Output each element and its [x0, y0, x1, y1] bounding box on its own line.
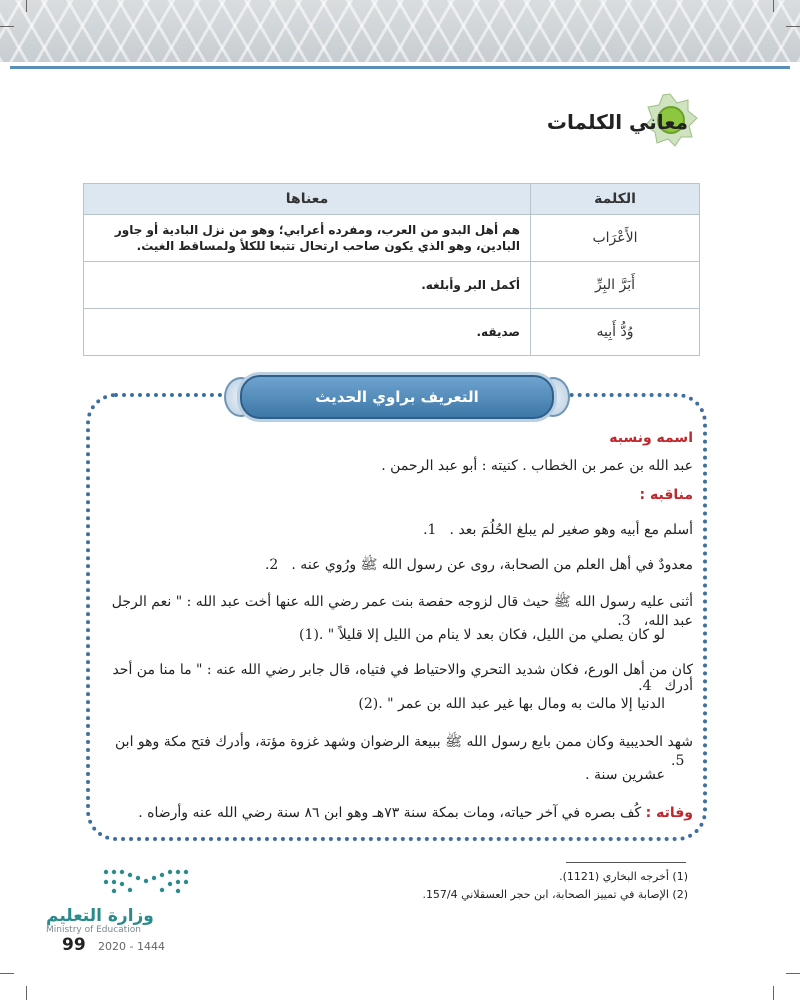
footnote: (2) الإصابة في تمييز الصحابة، ابن حجر العسقلاني 157/4. — [422, 888, 688, 901]
virtues-heading: مناقبه : — [639, 487, 693, 503]
list-item-continuation: عشرين سنة . — [585, 767, 665, 783]
death-line: وفاته : كُف بصره في آخر حياته، ومات بمكة سنة ٧٣هـ وهو ابن ٨٦ سنة رضي الله عنه وأرضاه . — [138, 805, 693, 821]
crop-mark — [786, 973, 800, 974]
meaning-cell: صديقه. — [84, 309, 531, 356]
meaning-cell: أكمل البر وأبلغه. — [84, 262, 531, 309]
table-row — [84, 309, 700, 356]
ministry-name-arabic: وزارة التعليم — [46, 906, 154, 926]
meaning-cell: هم أهل البدو من العرب، ومفرده أعرابي؛ وهو من نزل البادية أو جاور البادين، وهو الذي يكون صاحب ارتحال تتبعا للكلأ ولمساقط الغيث. — [84, 215, 531, 262]
narrator-banner: التعريف براوي الحديث — [240, 375, 554, 419]
list-item-continuation: الدنيا إلا مالت به ومال بها غير عبد الله بن عمر " .(2) — [358, 696, 665, 712]
page-number: 99 — [62, 935, 86, 955]
list-item: معدودٌ في أهل العلم من الصحابة، روى عن رسول الله ﷺ ورُوي عنه . 2. — [264, 557, 693, 573]
crop-mark — [26, 0, 27, 12]
crop-mark — [0, 973, 14, 974]
column-header-meaning: معناها — [84, 184, 531, 215]
column-header-word: الكلمة — [531, 184, 700, 215]
crop-mark — [786, 26, 800, 27]
list-item: شهد الحديبية وكان ممن بايع رسول الله ﷺ ببيعة الرضوان وشهد غزوة مؤتة، وأدرك فتح مكة وهو ابن 5. — [115, 734, 693, 769]
ministry-name-english: Ministry of Education — [46, 925, 141, 935]
name-heading: اسمه ونسبه — [609, 430, 693, 446]
list-item: أسلم مع أبيه وهو صغير لم يبلغ الحُلُمَ بعد . 1. — [423, 522, 693, 538]
header-rule — [10, 66, 790, 69]
list-item-continuation: لو كان يصلي من الليل، فكان بعد لا ينام من الليل إلا قليلاً " .(1) — [299, 627, 665, 643]
vocabulary-table — [83, 183, 700, 356]
crop-mark — [26, 986, 27, 1000]
ministry-logo-icon — [100, 866, 190, 896]
word-cell: أَبَرَّ البِرِّ — [531, 262, 700, 309]
crop-mark — [0, 26, 14, 27]
list-item: كان من أهل الورع، فكان شديد التحري والاحتياط في فتياه، قال جابر رضي الله عنه : " ما منا من أحد أدرك 4. — [112, 662, 693, 694]
footnote-rule — [566, 862, 686, 863]
section-title: معاني الكلمات — [546, 110, 688, 134]
header-pattern — [0, 0, 800, 62]
word-cell: وُدُّ أَبِيه — [531, 309, 700, 356]
name-text: عبد الله بن عمر بن الخطاب . كنيته : أبو عبد الرحمن . — [381, 458, 693, 474]
word-cell: الأَعْرَاب — [531, 215, 700, 262]
table-row — [84, 215, 700, 262]
table-row — [84, 262, 700, 309]
footnote: (1) أخرجه البخاري (1121). — [559, 870, 688, 883]
ministry-year: 2020 - 1444 — [98, 940, 165, 953]
list-item: أثنى عليه رسول الله ﷺ حيث قال لزوجه حفصة بنت عمر رضي الله عنها أخت عبد الله : " نعم الرجل عبد الله، 3. — [111, 594, 693, 629]
crop-mark — [773, 0, 774, 12]
crop-mark — [773, 986, 774, 1000]
